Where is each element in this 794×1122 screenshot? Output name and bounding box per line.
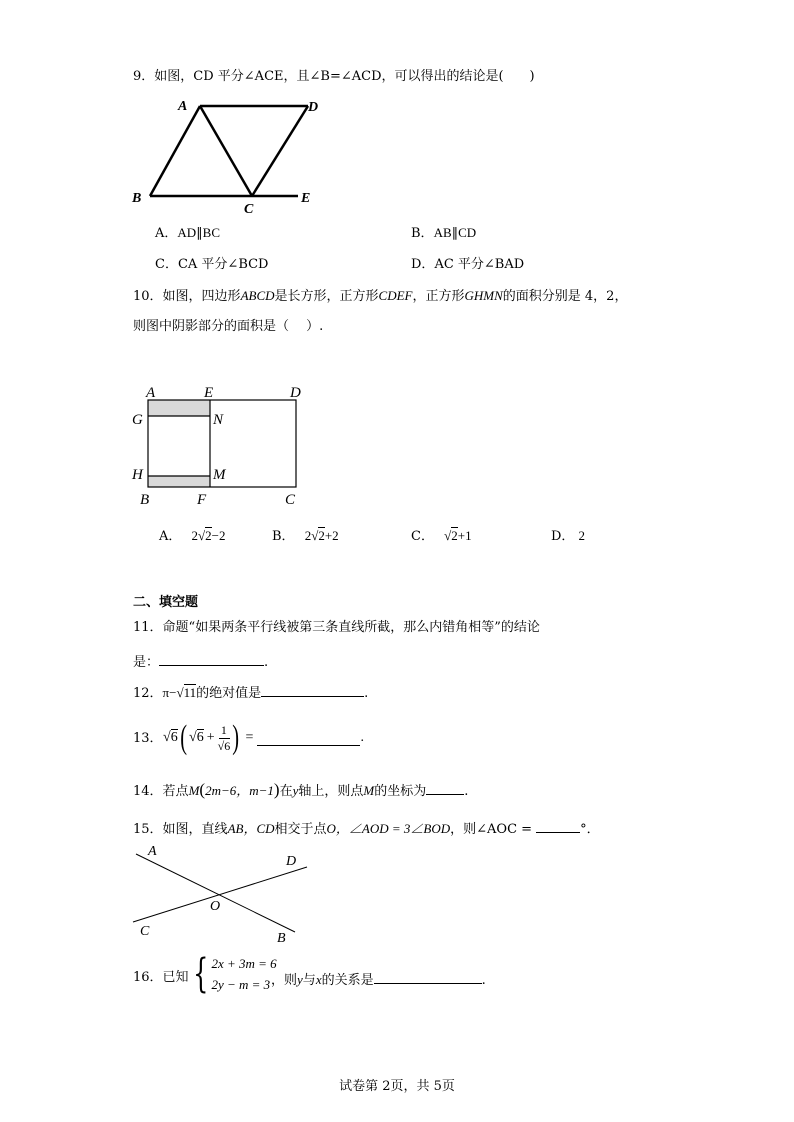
q10-label-m: M bbox=[213, 467, 226, 483]
q13-outer-radicand: 6 bbox=[170, 730, 178, 745]
q16-var-y: y bbox=[297, 972, 303, 987]
q10-stem-post: 的面积分别是 4，2， bbox=[502, 289, 628, 304]
page-footer: 试卷第 2页，共 5页 bbox=[339, 1079, 455, 1094]
q15-post: °． bbox=[580, 822, 600, 837]
q10-option-b-radicand: 2 bbox=[318, 528, 325, 543]
q14-point: M bbox=[188, 783, 200, 798]
q15-lines: AB，CD bbox=[227, 821, 275, 836]
q15-mid: 相交于点 bbox=[274, 822, 327, 837]
q9-stem bbox=[133, 68, 535, 86]
q9-option-a-letter: A． bbox=[155, 226, 178, 241]
q10-option-b-coef: 2 bbox=[304, 528, 312, 543]
q10-stem-abcd: ABCD bbox=[240, 288, 275, 303]
q9-label-d: D bbox=[308, 100, 319, 115]
q16-equations bbox=[211, 953, 276, 995]
q9-option-b-text: AB∥CD bbox=[433, 225, 477, 240]
q9-label-a: A bbox=[178, 99, 188, 114]
q16-line-rest bbox=[271, 969, 486, 990]
q10-option-a-post: −2 bbox=[211, 528, 226, 543]
q9-option-c[interactable] bbox=[155, 256, 268, 274]
q10-option-b-post: +2 bbox=[324, 528, 339, 543]
q10-label-f: F bbox=[197, 492, 207, 508]
q14-number: 14． bbox=[133, 784, 163, 799]
q12-answer-blank[interactable] bbox=[261, 682, 364, 697]
q13-frac-num: 1 bbox=[220, 722, 227, 737]
q9-option-c-text: CA 平分∠BCD bbox=[177, 257, 269, 272]
q16-answer-blank[interactable] bbox=[374, 969, 482, 984]
q10-option-c[interactable] bbox=[411, 527, 472, 546]
q9-label-b: B bbox=[132, 191, 142, 206]
q15-label-b: B bbox=[277, 931, 286, 946]
q15-pre: 如图，直线 bbox=[162, 822, 228, 837]
q14-answer-blank[interactable] bbox=[426, 780, 464, 795]
q13-post: . bbox=[360, 730, 364, 745]
q15-line-ab bbox=[136, 854, 295, 932]
q12-number: 12． bbox=[133, 686, 163, 701]
q13-frac-den: √6 bbox=[217, 738, 231, 753]
q15-number: 15． bbox=[133, 822, 163, 837]
q10-figure bbox=[130, 380, 320, 510]
q16-system bbox=[188, 951, 277, 997]
q10-option-b-sqrt: √2 bbox=[311, 528, 325, 543]
q13-inner-radicand: 6 bbox=[196, 730, 204, 745]
q16-mid: ，则 bbox=[271, 973, 298, 988]
q14-post: 的坐标为 bbox=[374, 784, 427, 799]
q15-line bbox=[133, 818, 600, 839]
q15-point: O bbox=[326, 821, 336, 836]
q9-option-d[interactable] bbox=[411, 256, 524, 274]
q10-option-a-sqrt: √2 bbox=[198, 528, 212, 543]
q16-brace: { bbox=[193, 951, 209, 997]
q10-option-c-post: +1 bbox=[457, 528, 472, 543]
q12-text: 的绝对值是 bbox=[196, 686, 262, 701]
q9-option-d-text: AC 平分∠BAD bbox=[434, 257, 525, 272]
q9-line-ab bbox=[150, 106, 200, 196]
q13-frac-den-radicand: 6 bbox=[224, 738, 231, 753]
q10-stem-cdef: CDEF bbox=[378, 288, 413, 303]
q12-line bbox=[133, 682, 368, 703]
q14-coords: 2m−6，m−1 bbox=[205, 783, 274, 798]
q15-answer-blank[interactable] bbox=[536, 818, 580, 833]
q15-figure bbox=[130, 840, 320, 950]
q9-label-e: E bbox=[301, 191, 311, 206]
q13-expression bbox=[163, 716, 364, 760]
q13-inner-sqrt: √6 bbox=[189, 730, 204, 745]
q10-option-a[interactable] bbox=[159, 527, 226, 546]
q9-option-b-letter: B． bbox=[411, 226, 434, 241]
q16-var-x: x bbox=[315, 972, 322, 987]
q13-outer-sqrt: √6 bbox=[163, 730, 178, 745]
q9-line-cd bbox=[252, 106, 308, 196]
q10-label-e: E bbox=[204, 385, 214, 401]
q14-lparen: ( bbox=[199, 780, 206, 799]
q10-option-c-sqrt: √2 bbox=[444, 528, 458, 543]
q10-option-a-letter: A． bbox=[159, 529, 182, 544]
q15-mid2: ，则∠AOC = bbox=[450, 822, 533, 837]
q15-label-d: D bbox=[286, 854, 297, 869]
q13-left-paren: ( bbox=[179, 719, 187, 756]
q10-option-a-radicand: 2 bbox=[205, 528, 212, 543]
q13-eq: = bbox=[245, 730, 254, 745]
q9-number: 9． bbox=[133, 69, 155, 84]
q9-stem-text: 如图，CD 平分∠ACE，且∠B=∠ACD，可以得出的结论是( ) bbox=[154, 69, 535, 84]
q10-option-a-coef: 2 bbox=[191, 528, 199, 543]
q12-minus: − bbox=[169, 685, 177, 700]
q10-option-d[interactable] bbox=[551, 527, 585, 546]
q11-answer-blank[interactable] bbox=[159, 651, 264, 666]
q10-stem-mid: 是长方形，正方形 bbox=[274, 289, 379, 304]
q16-eq1: 2x + 3m = 6 bbox=[211, 956, 277, 971]
q10-option-c-letter: C． bbox=[411, 529, 434, 544]
q11-line2-post: . bbox=[264, 655, 269, 670]
q16-post: 的关系是 bbox=[321, 973, 374, 988]
q9-option-b[interactable] bbox=[411, 224, 476, 243]
q9-figure bbox=[130, 92, 330, 217]
q16-eq2: 2y − m = 3 bbox=[211, 977, 271, 992]
q10-shade-top bbox=[148, 400, 210, 416]
q13-fraction bbox=[218, 723, 231, 754]
q11-line1 bbox=[133, 619, 540, 637]
q12-radicand: 11 bbox=[183, 685, 197, 700]
q10-label-a: A bbox=[146, 385, 156, 401]
q14-pre: 若点 bbox=[162, 784, 189, 799]
q10-option-c-radicand: 2 bbox=[451, 528, 458, 543]
q10-stem-ghmn: GHMN bbox=[464, 288, 503, 303]
q11-line2-pre: 是： bbox=[133, 655, 160, 670]
q14-axis: y bbox=[292, 783, 299, 798]
q15-label-o: O bbox=[210, 899, 221, 914]
q10-option-d-letter: D． bbox=[551, 529, 575, 544]
q11-number: 11． bbox=[133, 620, 163, 635]
q16-end: . bbox=[481, 973, 486, 988]
q12-sqrt: √11 bbox=[176, 685, 197, 700]
q16-with: 与 bbox=[302, 973, 316, 988]
q13-plus: + bbox=[206, 730, 215, 745]
q9-label-c: C bbox=[244, 202, 254, 217]
q9-option-c-letter: C． bbox=[155, 257, 178, 272]
q14-end: . bbox=[464, 784, 469, 799]
q13-answer-blank[interactable] bbox=[257, 731, 360, 746]
q11-line1-text: 命题“如果两条平行线被第三条直线所截，那么内错角相等”的结论 bbox=[162, 620, 540, 635]
q10-stem-mid2: ，正方形 bbox=[412, 289, 465, 304]
q14-point2: M bbox=[363, 783, 375, 798]
q14-mid: 在 bbox=[279, 784, 293, 799]
q13-number: 13． bbox=[133, 731, 163, 746]
q10-label-h: H bbox=[132, 467, 143, 483]
q11-line2 bbox=[133, 651, 268, 672]
q10-option-d-text: 2 bbox=[578, 528, 585, 543]
q14-line bbox=[133, 780, 468, 801]
q10-stem-pre: 如图，四边形 bbox=[162, 289, 241, 304]
q14-rparen: ) bbox=[273, 780, 280, 799]
q9-option-a-text: AD∥BC bbox=[177, 225, 221, 240]
q14-mid2: 轴上，则点 bbox=[298, 784, 364, 799]
q12-pi: π bbox=[162, 685, 170, 700]
q16-pre: 已知 bbox=[162, 970, 189, 985]
q15-cond: ，∠AOD = 3∠BOD bbox=[335, 821, 451, 836]
q10-stem-line1 bbox=[133, 287, 627, 306]
q16-line-number bbox=[133, 969, 189, 987]
q10-label-d: D bbox=[290, 385, 301, 401]
q9-option-a[interactable] bbox=[155, 224, 220, 243]
q16-number: 16． bbox=[133, 970, 163, 985]
section-title: 二、填空题 bbox=[133, 595, 199, 610]
q10-number: 10． bbox=[133, 289, 163, 304]
q10-shade-bottom bbox=[148, 476, 210, 487]
q10-label-n: N bbox=[213, 412, 224, 428]
q12-post: . bbox=[364, 686, 369, 701]
q10-option-b[interactable] bbox=[272, 527, 339, 546]
q9-line-ac bbox=[200, 106, 252, 196]
q10-label-b: B bbox=[140, 492, 150, 508]
q15-label-c: C bbox=[140, 924, 150, 939]
q10-label-c: C bbox=[285, 492, 296, 508]
q13-right-paren: ) bbox=[232, 719, 240, 756]
q15-label-a: A bbox=[148, 844, 157, 859]
q9-option-d-letter: D． bbox=[411, 257, 435, 272]
q10-label-g: G bbox=[132, 412, 143, 428]
q10-stem-line2: 则图中阴影部分的面积是（ ）. bbox=[133, 319, 324, 334]
q13-line bbox=[133, 730, 163, 748]
q10-option-b-letter: B． bbox=[272, 529, 295, 544]
